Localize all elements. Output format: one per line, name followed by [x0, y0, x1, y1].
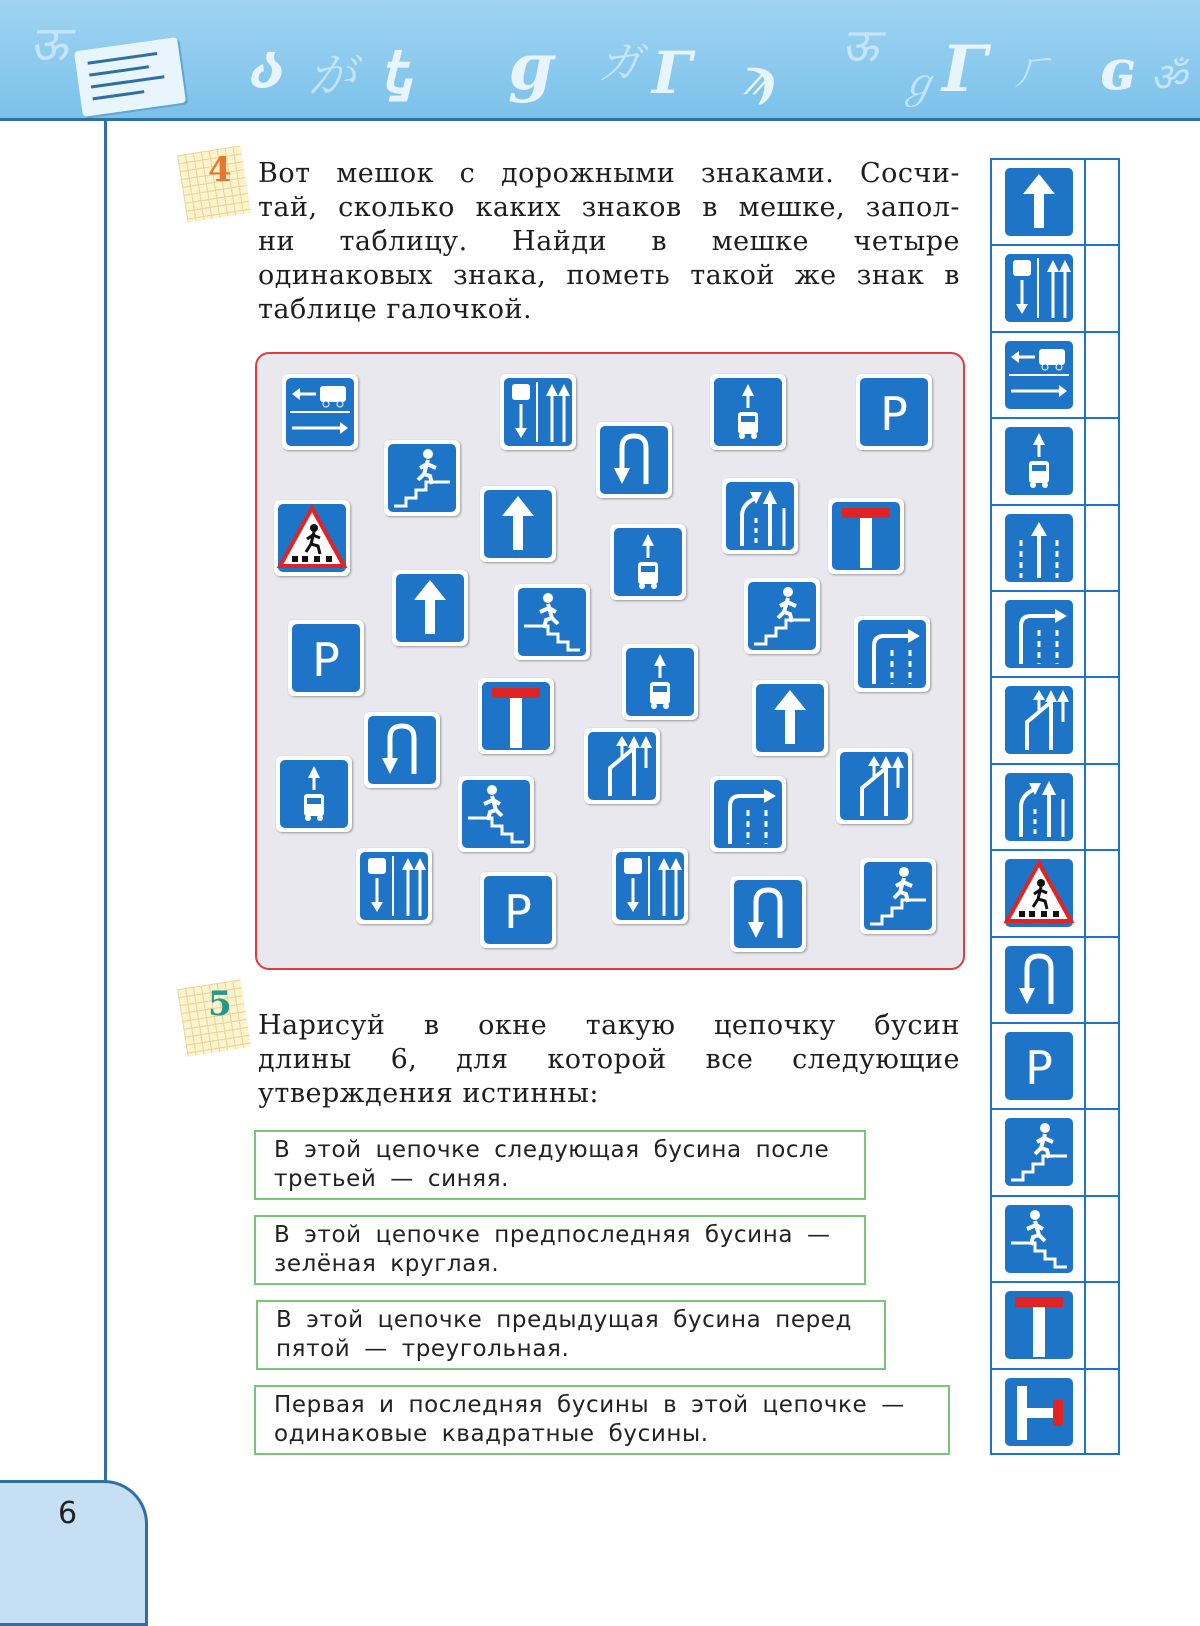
svg-text:P: P: [1025, 1041, 1053, 1095]
banner-glyph: ℊ: [898, 61, 938, 107]
table-sign-crosswalk: [1000, 855, 1078, 931]
road-sign-bus-lane-ahead: [276, 756, 352, 832]
table-sign-lane-merge: [1000, 682, 1078, 758]
count-cell[interactable]: [1088, 333, 1118, 417]
road-sign-bus-lane-ahead: [710, 374, 786, 450]
table-sign-bus-lane-ahead: [1000, 423, 1078, 499]
statement-box: [254, 1385, 950, 1455]
count-cell[interactable]: [1088, 1197, 1118, 1281]
road-sign-underpass-down: [514, 584, 590, 660]
table-row-line: [990, 244, 1120, 246]
svg-text:P: P: [312, 633, 340, 687]
count-cell[interactable]: [1088, 1283, 1118, 1367]
table-sign-dead-end: [1000, 1287, 1078, 1363]
road-sign-parking: [480, 872, 556, 948]
count-cell[interactable]: [1088, 419, 1118, 503]
table-row-line: [990, 417, 1120, 419]
table-sign-dead-end-side: [1000, 1374, 1078, 1450]
table-row-line: [990, 936, 1120, 938]
table-sign-lane-right-turn: [1000, 596, 1078, 672]
table-row-line: [990, 849, 1120, 851]
road-sign-underpass-up: [860, 858, 936, 934]
road-sign-one-way: [752, 680, 828, 756]
task-number: 4: [208, 150, 232, 190]
table-row-line: [990, 676, 1120, 678]
statement-box: [254, 1215, 866, 1285]
banner-glyph: が: [308, 48, 357, 104]
banner-glyph: ऊ: [30, 16, 68, 72]
header-banner: [0, 0, 1200, 121]
road-sign-underpass-down: [458, 776, 534, 852]
page-number: 6: [58, 1496, 78, 1531]
road-sign-bus-lane-ahead: [610, 524, 686, 600]
road-sign-bus-lane-split: [612, 848, 688, 924]
statement-line: третьей — синяя.: [274, 1166, 510, 1192]
count-cell[interactable]: [1088, 678, 1118, 762]
road-sign-u-turn: [730, 876, 806, 952]
table-sign-bus-lane-reverse: [1000, 337, 1078, 413]
task5-text: [258, 1009, 960, 1111]
statement-line: В этой цепочке предыдущая бусина перед: [276, 1307, 853, 1333]
statement-line: зелёная круглая.: [274, 1251, 500, 1277]
road-sign-underpass-up: [744, 578, 820, 654]
road-sign-lane-right-turn: [710, 776, 786, 852]
road-sign-lane-merge: [584, 728, 660, 804]
count-cell[interactable]: [1088, 1370, 1118, 1454]
road-sign-crosswalk: [274, 500, 350, 576]
statement-line: В этой цепочке предпоследняя бусина —: [274, 1222, 831, 1248]
task5-line: длины 6, для которой все следующие: [258, 1044, 960, 1075]
count-cell[interactable]: [1088, 160, 1118, 244]
count-cell[interactable]: [1088, 1024, 1118, 1108]
statement-box: [256, 1300, 886, 1370]
road-sign-one-way: [480, 486, 556, 562]
table-row-line: [990, 1281, 1120, 1283]
table-row-line: [990, 1022, 1120, 1024]
table-divider: [1084, 158, 1086, 1455]
count-cell[interactable]: [1088, 765, 1118, 849]
table-sign-underpass-up: [1000, 1114, 1078, 1190]
count-cell[interactable]: [1088, 506, 1118, 590]
task4-text: [258, 157, 960, 327]
count-cell[interactable]: [1088, 592, 1118, 676]
table-sign-bus-lane-split: [1000, 250, 1078, 326]
document-icon: [74, 37, 186, 117]
svg-text:P: P: [880, 387, 908, 441]
road-sign-dead-end: [478, 678, 554, 754]
task4-line: тай, сколько каких знаков в мешке, запол-: [258, 192, 960, 223]
road-sign-bus-lane-split: [356, 848, 432, 924]
statement-line: В этой цепочке следующая бусина после: [274, 1137, 830, 1163]
banner-glyph: Ꮏ: [380, 39, 412, 107]
task4-line: одинаковых знака, пометь такой же знак в: [258, 260, 960, 291]
statement-line: пятой — треугольная.: [276, 1336, 570, 1362]
table-sign-lane-left-exit: [1000, 769, 1078, 845]
banner-glyph: Г: [652, 39, 693, 107]
count-cell[interactable]: [1088, 246, 1118, 330]
banner-glyph: ㄏ: [1010, 44, 1054, 95]
banner-glyph: ɢ: [1100, 37, 1136, 103]
margin-line: [104, 118, 107, 1490]
road-sign-parking: [288, 620, 364, 696]
table-row-line: [990, 590, 1120, 592]
road-sign-lane-right-turn: [854, 616, 930, 692]
task5-line: Нарисуй в окне такую цепочку бусин: [258, 1010, 960, 1041]
road-sign-u-turn: [596, 422, 672, 498]
table-row-line: [990, 1108, 1120, 1110]
table-sign-one-way: [1000, 164, 1078, 240]
statement-line: одинаковые квадратные бусины.: [274, 1421, 709, 1447]
task4-line: Вот мешок с дорожными знаками. Сосчи-: [258, 158, 960, 189]
road-sign-bus-lane-split: [500, 374, 576, 450]
banner-glyph: ガ: [598, 38, 642, 89]
statement-box: [254, 1130, 866, 1200]
table-row-line: [990, 1195, 1120, 1197]
task5-line: утверждения истинны:: [258, 1078, 599, 1109]
table-sign-underpass-down: [1000, 1201, 1078, 1277]
banner-glyph: ॐ: [1150, 55, 1187, 101]
task4-line: таблице галочкой.: [258, 294, 533, 325]
count-cell[interactable]: [1088, 1110, 1118, 1194]
count-cell[interactable]: [1088, 938, 1118, 1022]
road-sign-one-way: [392, 570, 468, 646]
table-row-line: [990, 1368, 1120, 1370]
table-sign-lane-straight: [1000, 510, 1078, 586]
count-cell[interactable]: [1088, 851, 1118, 935]
table-sign-u-turn: [1000, 942, 1078, 1018]
table-row-line: [990, 763, 1120, 765]
table-row-line: [990, 504, 1120, 506]
task4-line: ни таблицу. Найди в мешке четыре: [258, 226, 960, 257]
road-sign-lane-left-exit: [722, 478, 798, 554]
road-sign-lane-merge: [836, 748, 912, 824]
road-sign-bus-lane-reverse: [282, 374, 358, 450]
road-sign-parking: [856, 374, 932, 450]
svg-text:P: P: [504, 885, 532, 939]
road-sign-dead-end: [828, 498, 904, 574]
statement-line: Первая и последняя бусины в этой цепочке —: [274, 1392, 905, 1418]
table-sign-parking: [1000, 1028, 1078, 1104]
road-sign-u-turn: [364, 712, 440, 788]
banner-glyph: ɡ: [508, 30, 553, 105]
task-number: 5: [208, 984, 232, 1024]
banner-glyph: ϡ: [742, 47, 776, 106]
road-sign-underpass-up: [384, 440, 460, 516]
table-row-line: [990, 331, 1120, 333]
banner-glyph: ऊ: [842, 18, 879, 72]
banner-glyph: Γ: [942, 32, 988, 107]
road-sign-bus-lane-ahead: [622, 644, 698, 720]
banner-glyph: ა: [250, 33, 286, 103]
